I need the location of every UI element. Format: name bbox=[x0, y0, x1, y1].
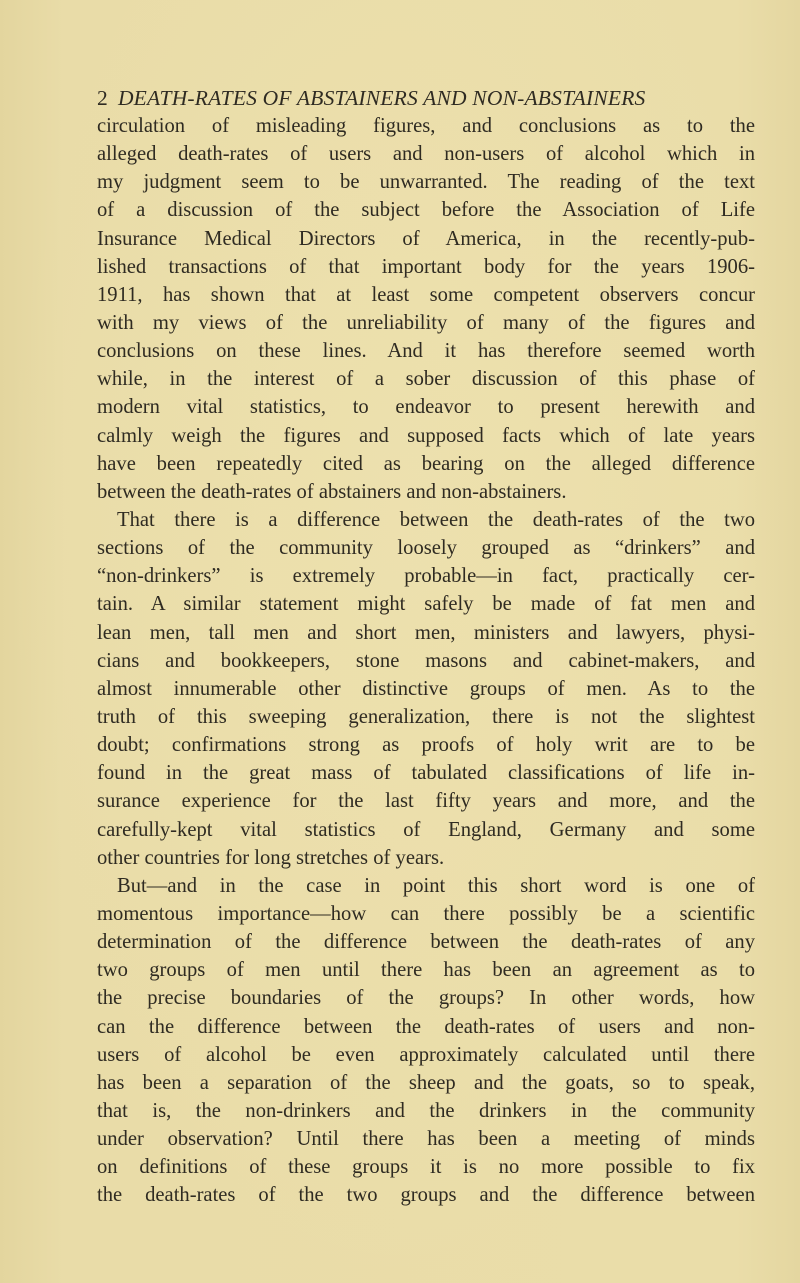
text-line: circulation of misleading figures, and conclusions as to the bbox=[97, 115, 755, 137]
text-line: under observation? Until there has been a meeting of minds bbox=[97, 1128, 755, 1151]
text-line: other countries for long stretches of years. bbox=[97, 846, 445, 869]
text-line: lean men, tall men and short men, ministers and lawyers, physi- bbox=[97, 621, 755, 644]
text-line: of a discussion of the subject before the Association of Life bbox=[97, 199, 755, 222]
text-line: cians and bookkeepers, stone masons and cabinet-makers, and bbox=[97, 649, 755, 672]
text-line: “non-drinkers” is extremely probable—in fact, practically cer- bbox=[97, 565, 755, 588]
text-line: between the death-rates of abstainers and non-abstainers. bbox=[97, 480, 567, 503]
text-line: truth of this sweeping generalization, there is not the slightest bbox=[97, 705, 755, 728]
text-line: have been repeatedly cited as bearing on the alleged difference bbox=[97, 452, 755, 475]
text-line: alleged death-rates of users and non-users of alcohol which in bbox=[97, 143, 755, 166]
text-line: lished transactions of that important body for the years 1906- bbox=[97, 255, 755, 278]
page-number: 2 bbox=[97, 86, 108, 110]
text-line: while, in the interest of a sober discussion of this phase of bbox=[97, 368, 755, 391]
text-line: tain. A similar statement might safely be made of fat men and bbox=[97, 593, 755, 616]
text-line: determination of the difference between the death-rates of any bbox=[97, 931, 755, 954]
running-head-title: DEATH-RATES OF ABSTAINERS AND NON-ABSTAINERS bbox=[117, 86, 646, 110]
text-line: on definitions of these groups it is no more possible to fix bbox=[97, 1156, 755, 1179]
text-line: with my views of the unreliability of many of the figures and bbox=[97, 311, 755, 334]
text-line: has been a separation of the sheep and the goats, so to speak, bbox=[97, 1071, 755, 1094]
text-line: the death-rates of the two groups and the difference between bbox=[97, 1184, 755, 1207]
paragraph-first-line: That there is a difference between the death-rates of the two bbox=[117, 508, 755, 531]
text-line: that is, the non-drinkers and the drinkers in the community bbox=[97, 1099, 755, 1122]
text-line: doubt; confirmations strong as proofs of holy writ are to be bbox=[97, 734, 755, 757]
text-line: two groups of men until there has been an agreement as to bbox=[97, 959, 755, 982]
paragraph-first-line: But—and in the case in point this short word is one of bbox=[117, 874, 755, 897]
text-line: Insurance Medical Directors of America, in the recently-pub- bbox=[97, 227, 755, 250]
text-line: found in the great mass of tabulated classifications of life in- bbox=[97, 762, 755, 785]
text-line: 1911, has shown that at least some competent observers concur bbox=[97, 283, 755, 306]
text-line: my judgment seem to be unwarranted. The reading of the text bbox=[97, 171, 755, 194]
text-line: almost innumerable other distinctive groups of men. As to the bbox=[97, 677, 755, 700]
text-line: carefully-kept vital statistics of England, Germany and some bbox=[97, 818, 755, 841]
text-line: users of alcohol be even approximately calculated until there bbox=[97, 1043, 755, 1066]
text-line: sections of the community loosely grouped as “drinkers” and bbox=[97, 537, 755, 560]
text-line: conclusions on these lines. And it has therefore seemed worth bbox=[97, 340, 755, 363]
text-line: the precise boundaries of the groups? In other words, how bbox=[97, 987, 755, 1010]
text-line: momentous importance—how can there possibly be a scientific bbox=[97, 902, 755, 925]
body-text bbox=[97, 112, 755, 1209]
text-line: surance experience for the last fifty years and more, and the bbox=[97, 790, 755, 813]
text-line: can the difference between the death-rates of users and non- bbox=[97, 1015, 755, 1038]
text-line: calmly weigh the figures and supposed facts which of late years bbox=[97, 424, 755, 447]
text-line: modern vital statistics, to endeavor to present herewith and bbox=[97, 396, 755, 419]
